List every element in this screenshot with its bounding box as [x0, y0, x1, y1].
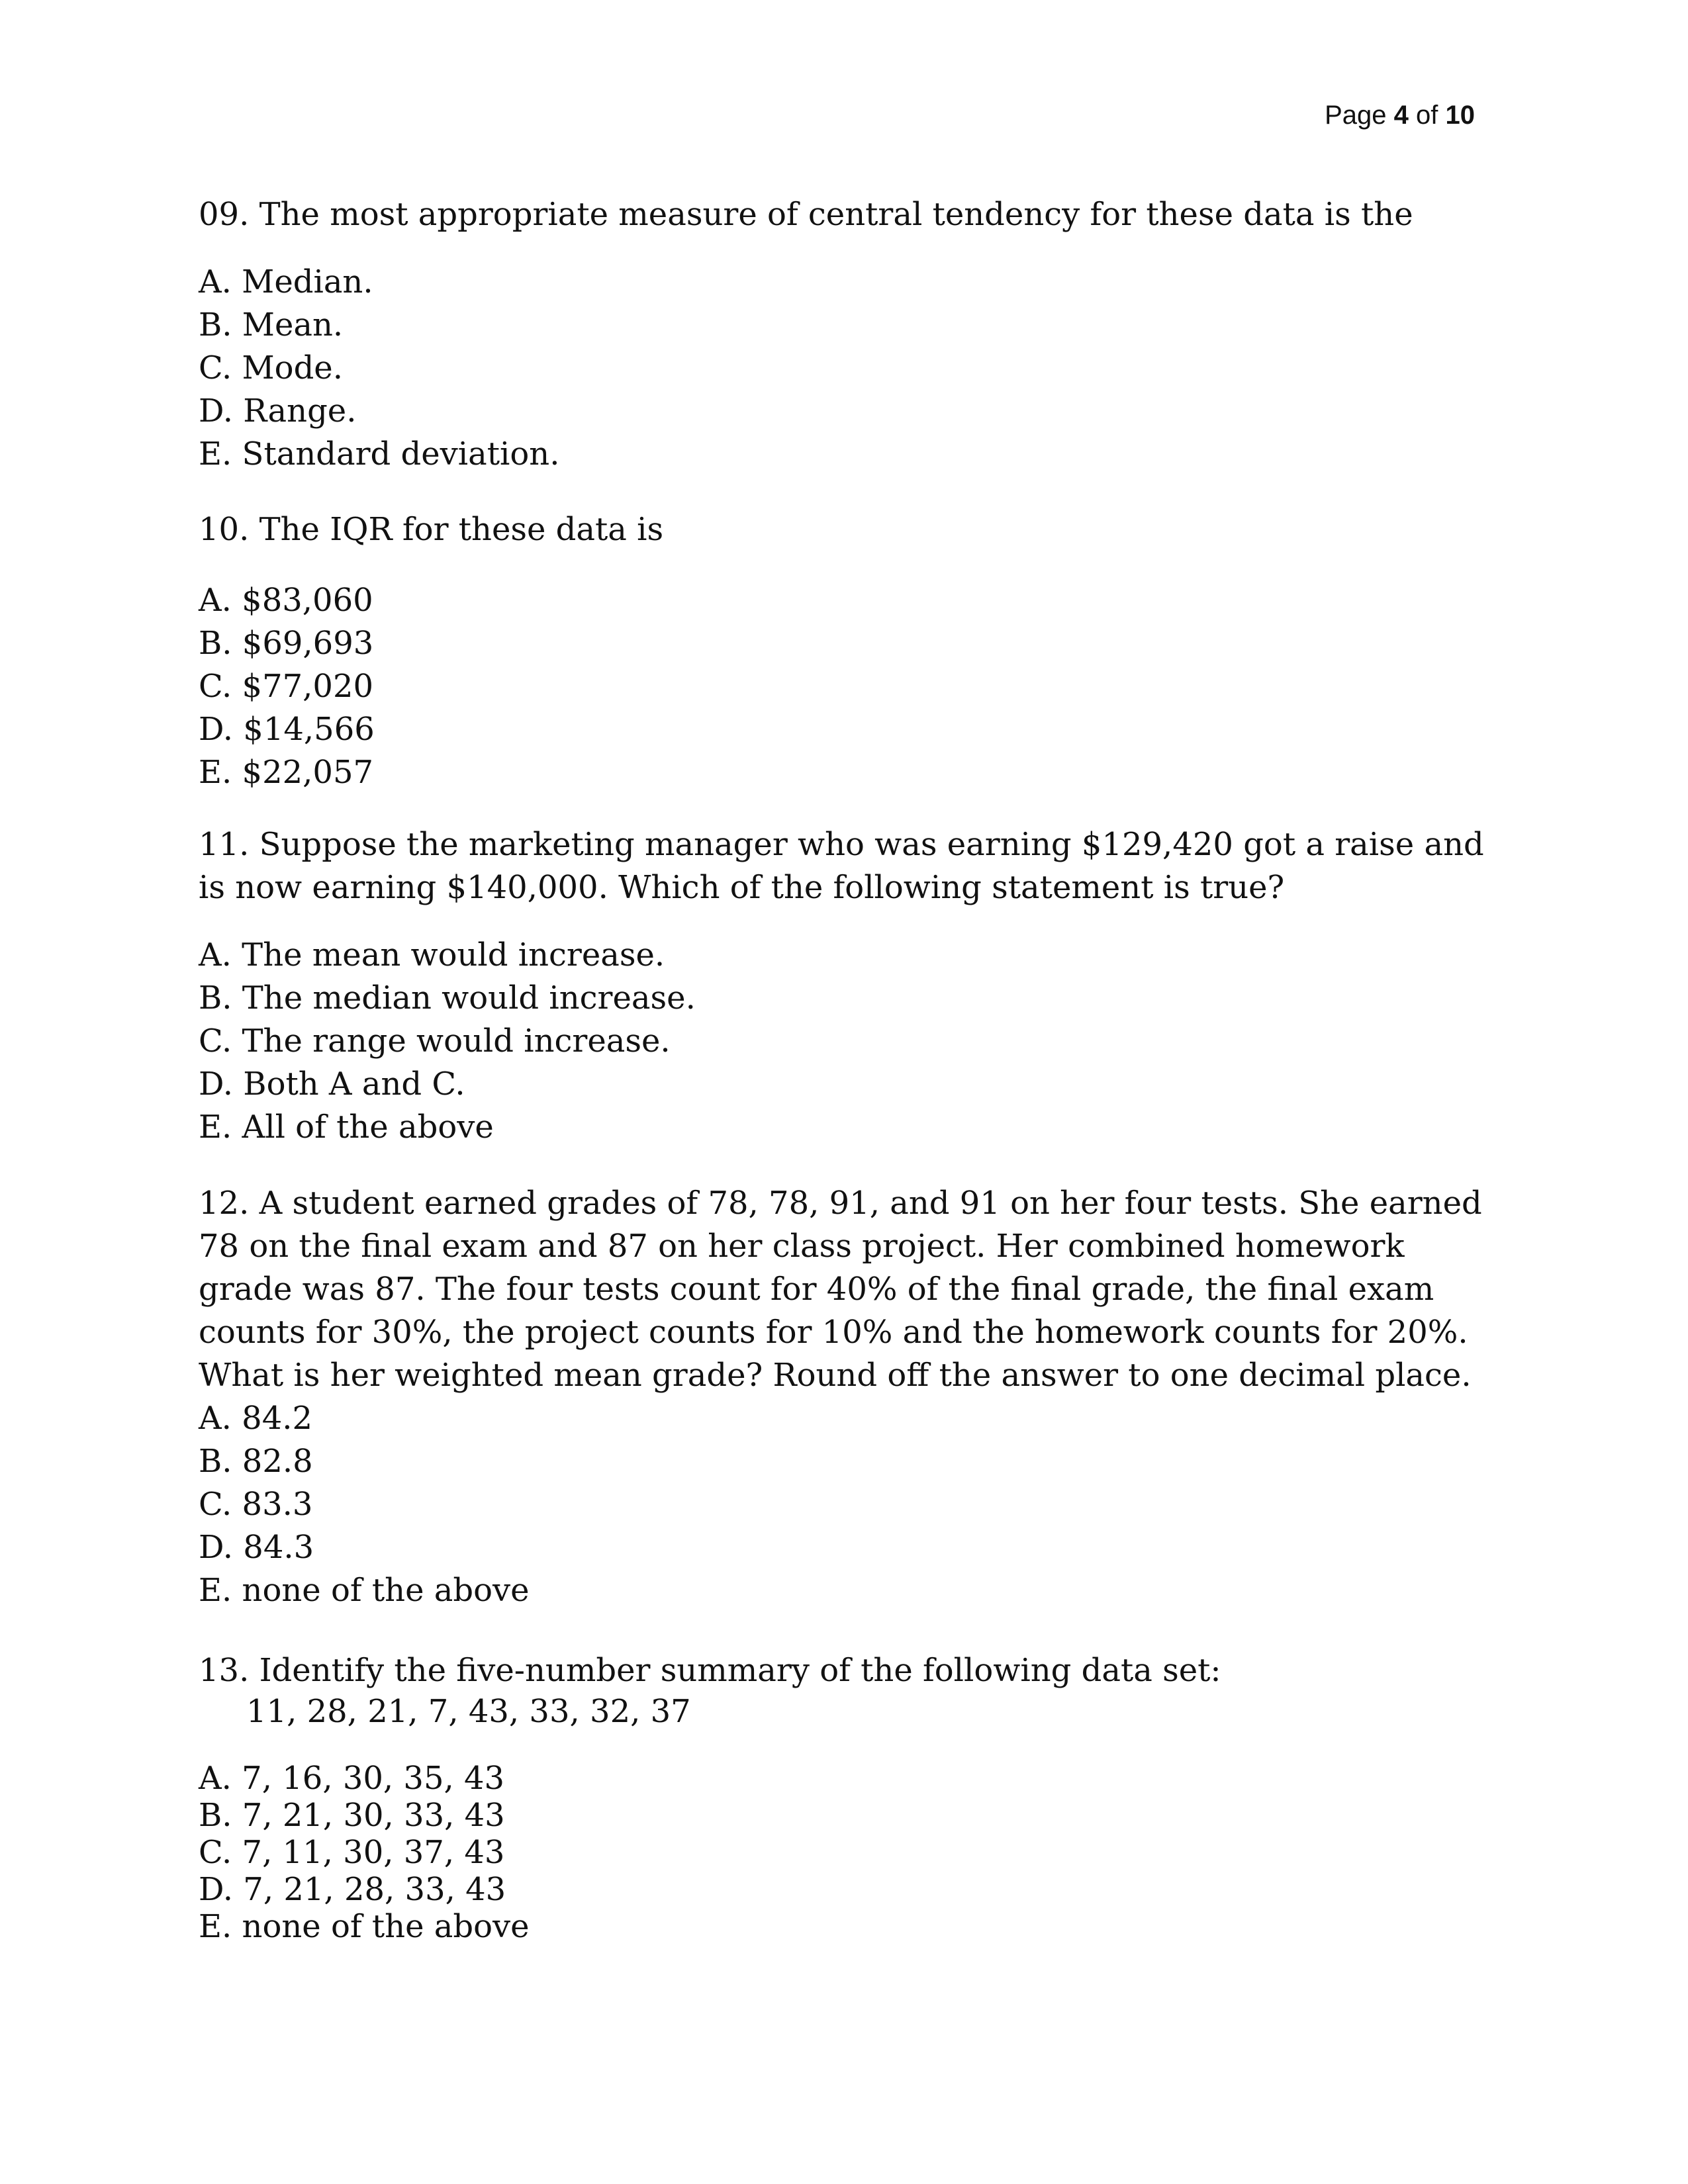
- option-d: D. Range.: [199, 392, 357, 430]
- option-d: D. $14,566: [199, 711, 375, 748]
- question-text: 12. A student earned grades of 78, 78, 91, and 91 on her four tests. She earned 78 on the final exam and 87 on her class project. Her combined homework grade was 87. The four tests count for 40% of the final grade, the final exam counts for 30%, the project counts for 10% and the homework counts for 20%. What is her weighted mean grade? Round off the answer to one decimal place.: [199, 1185, 1482, 1394]
- question-13: [199, 1649, 1489, 1945]
- answer-options: [199, 579, 1489, 794]
- option-a: A. 7, 16, 30, 35, 43: [199, 1760, 505, 1797]
- option-e: E. none of the above: [199, 1572, 530, 1609]
- option-d: D. 7, 21, 28, 33, 43: [199, 1871, 506, 1908]
- option-a: A. The mean would increase.: [199, 936, 665, 974]
- option-e: E. none of the above: [199, 1908, 530, 1945]
- answer-options: [199, 934, 1489, 1149]
- option-c: C. $77,020: [199, 668, 374, 705]
- option-a: A. $83,060: [199, 582, 373, 619]
- option-b: B. $69,693: [199, 625, 374, 662]
- option-a: A. 84.2: [199, 1400, 313, 1437]
- option-b: B. 82.8: [199, 1443, 313, 1480]
- option-a: A. Median.: [199, 263, 373, 300]
- question-12: [199, 1182, 1489, 1612]
- option-b: B. Mean.: [199, 306, 344, 343]
- question-text: 13. Identify the five-number summary of the following data set:: [199, 1652, 1221, 1689]
- option-c: C. 7, 11, 30, 37, 43: [199, 1834, 505, 1871]
- question-11: [199, 823, 1489, 1149]
- option-e: E. Standard deviation.: [199, 435, 560, 473]
- option-c: C. The range would increase.: [199, 1023, 671, 1060]
- option-c: C. Mode.: [199, 349, 343, 387]
- option-c: C. 83.3: [199, 1486, 313, 1523]
- current-page: 4: [1393, 101, 1409, 130]
- option-e: E. $22,057: [199, 754, 374, 791]
- total-pages: 10: [1445, 101, 1475, 130]
- page-label: Page: [1325, 101, 1387, 130]
- question-09: [199, 193, 1489, 476]
- page-number: [1325, 101, 1475, 130]
- data-set: 11, 28, 21, 7, 43, 33, 32, 37: [246, 1693, 691, 1730]
- answer-options: [199, 261, 1489, 476]
- option-b: B. 7, 21, 30, 33, 43: [199, 1797, 505, 1834]
- of-label: of: [1416, 101, 1438, 130]
- option-e: E. All of the above: [199, 1109, 494, 1146]
- option-d: D. 84.3: [199, 1529, 314, 1566]
- option-b: B. The median would increase.: [199, 979, 696, 1017]
- question-text: 09. The most appropriate measure of central tendency for these data is the: [199, 196, 1413, 233]
- question-10: [199, 508, 1489, 794]
- answer-options: [199, 1397, 1489, 1612]
- option-d: D. Both A and C.: [199, 1066, 465, 1103]
- answer-options: [199, 1760, 1489, 1945]
- question-text: 10. The IQR for these data is: [199, 511, 664, 548]
- question-text: 11. Suppose the marketing manager who was earning $129,420 got a raise and is now earning $140,000. Which of the following statement is true?: [199, 826, 1484, 906]
